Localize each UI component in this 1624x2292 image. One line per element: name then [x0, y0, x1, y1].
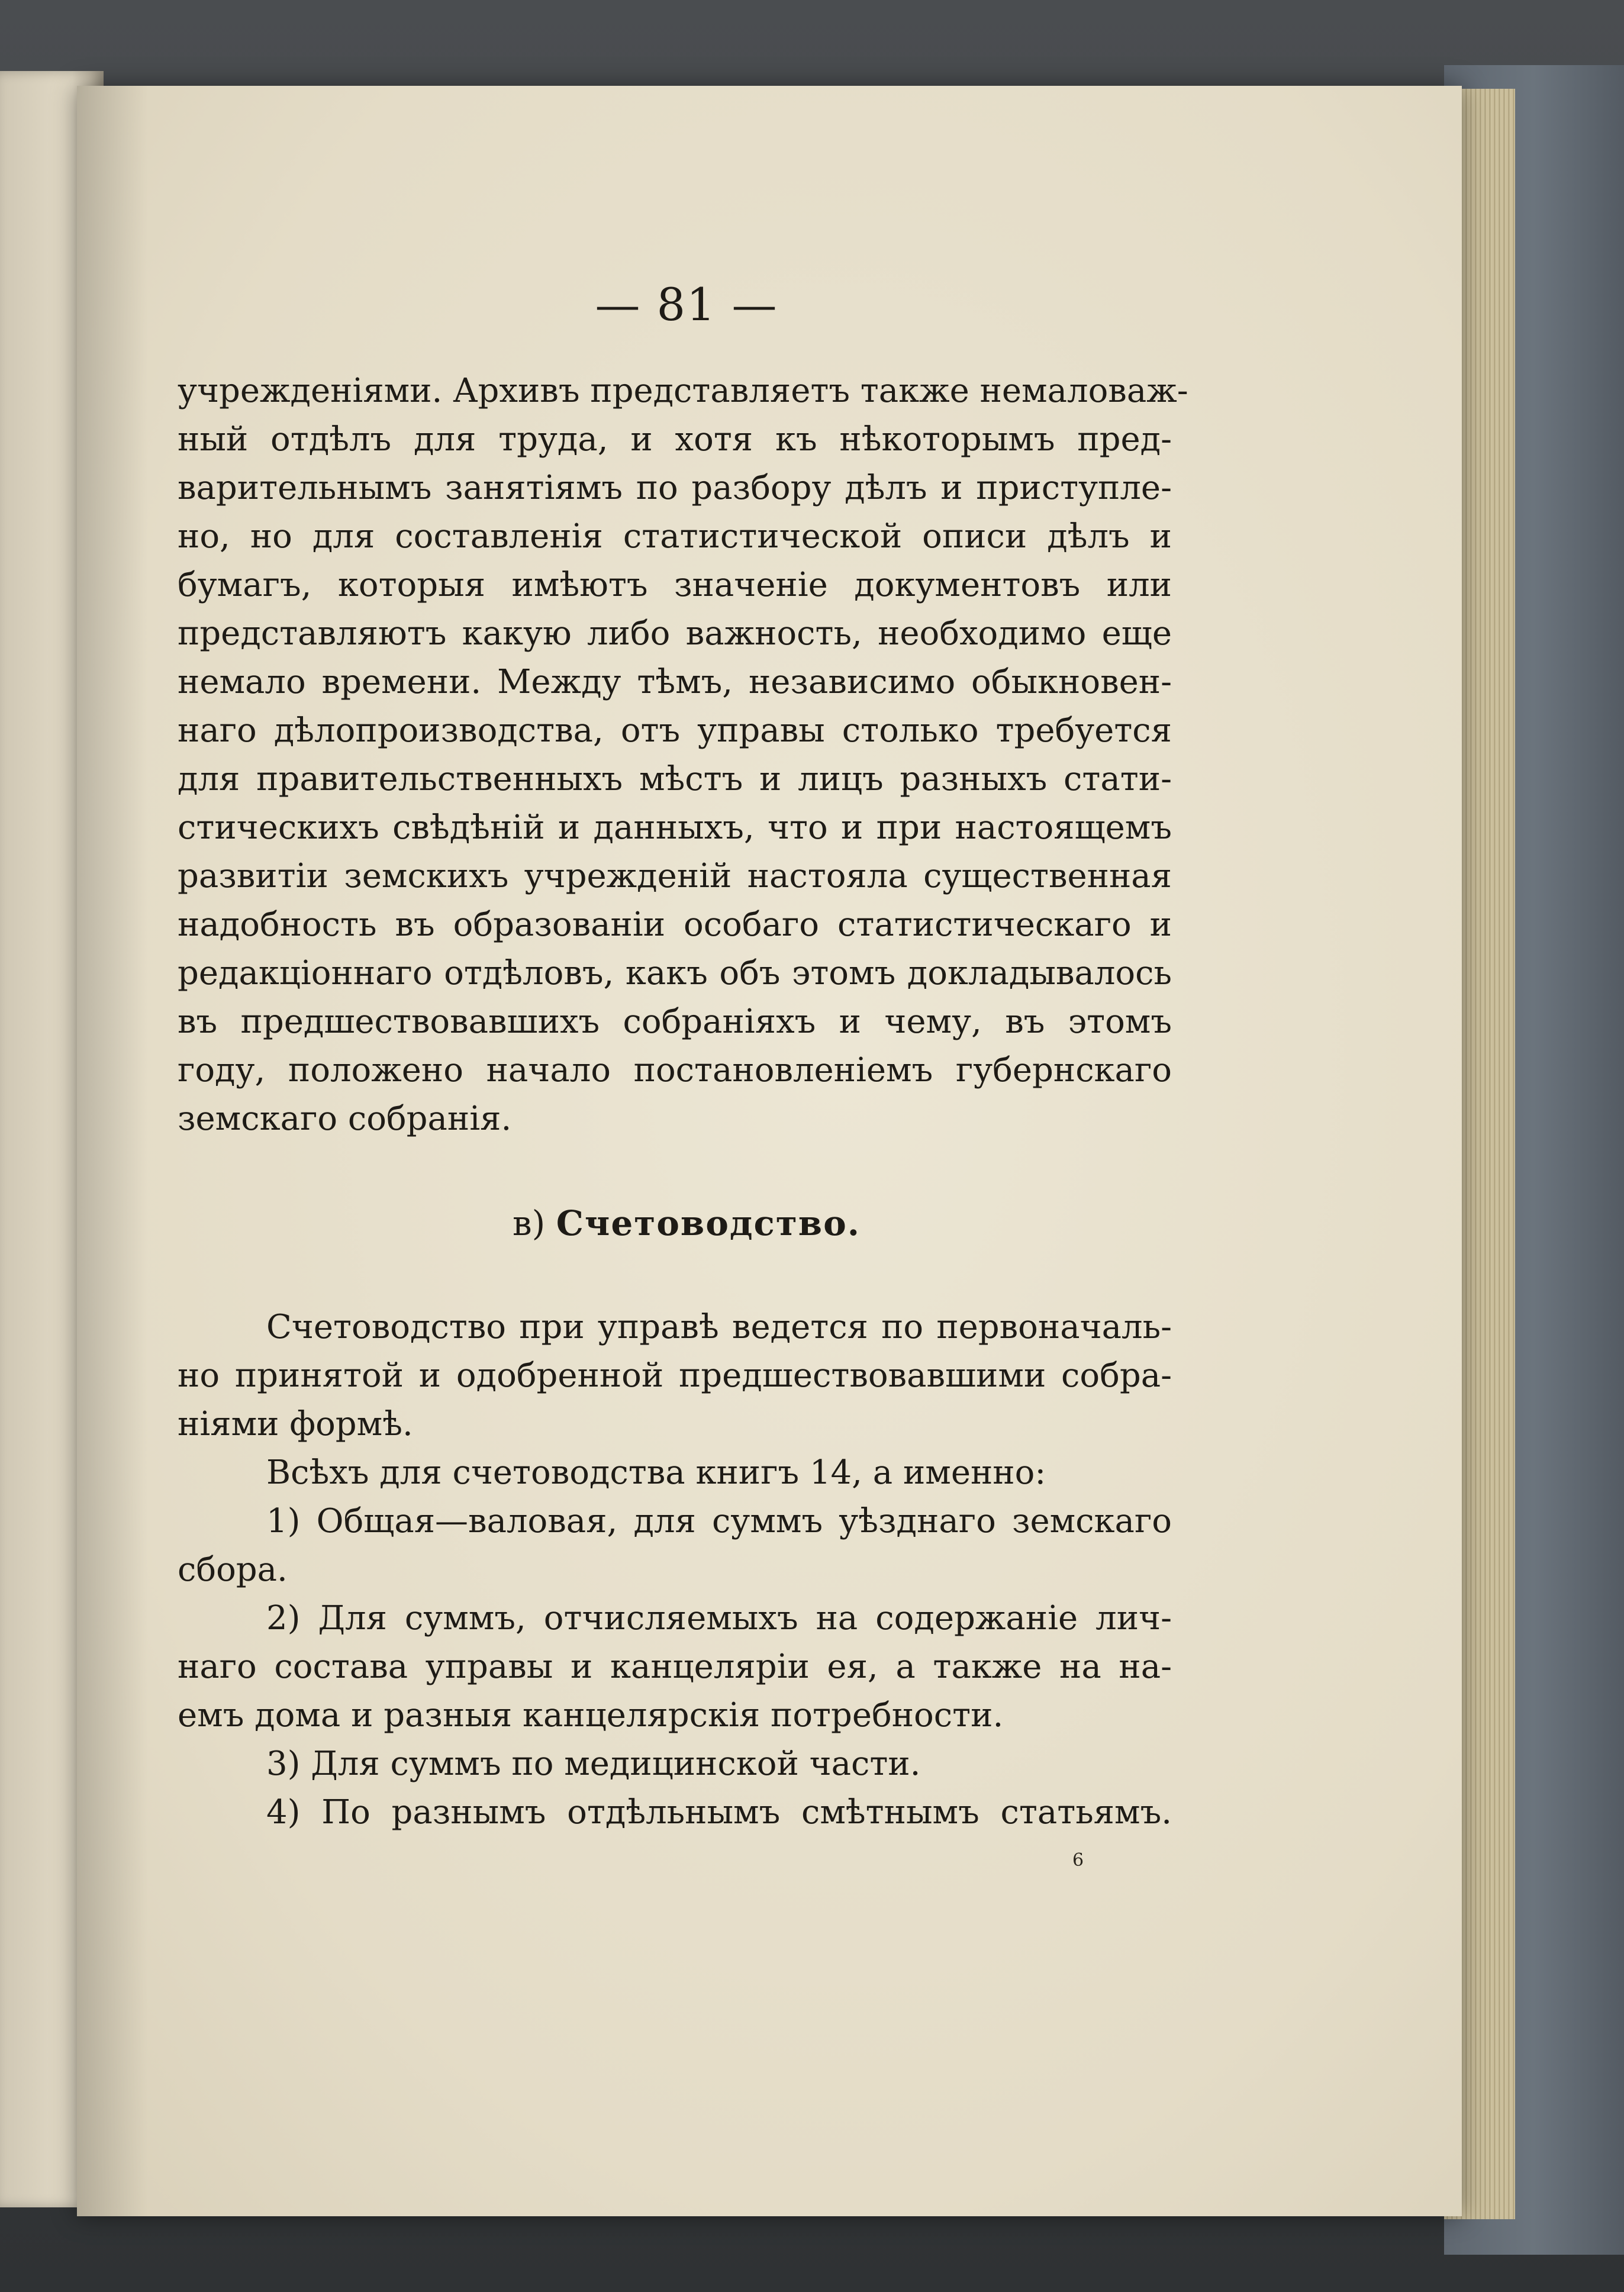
text-line: бумагъ, которыя имѣютъ значенiе документовъ или: [178, 566, 1172, 604]
text-line: представляютъ какую либо важность, необходимо еще: [178, 614, 1172, 653]
section-heading-number: в): [513, 1203, 546, 1243]
section-heading-title: Счетоводство.: [556, 1203, 861, 1243]
text-line: Всѣхъ для счетоводства книгъ 14, а именно:: [266, 1453, 1046, 1492]
text-line: земскаго собранiя.: [178, 1100, 512, 1138]
text-line: варительнымъ занятiямъ по разбору дѣлъ и приступле-: [178, 469, 1172, 507]
text-line: наго дѣлопроизводства, отъ управы столько требуется: [178, 711, 1172, 750]
text-line: сбора.: [178, 1550, 288, 1589]
signature-mark: 6: [1072, 1850, 1084, 1871]
text-line: редакцiоннаго отдѣловъ, какъ объ этомъ докладывалось: [178, 954, 1172, 992]
text-line: 2) Для суммъ, отчисляемыхъ на содержанiе лич-: [266, 1599, 1172, 1637]
text-line: Счетоводство при управѣ ведется по первоначаль-: [266, 1308, 1172, 1346]
text-line: емъ дома и разныя канцелярскiя потребности.: [178, 1696, 1004, 1735]
section-heading: [201, 1191, 1172, 1256]
page-number: — 81 —: [595, 278, 778, 331]
text-line: 3) Для суммъ по медицинской части.: [266, 1745, 921, 1783]
text-line: ный отдѣлъ для труда, и хотя къ нѣкоторымъ пред-: [178, 420, 1172, 459]
text-line: году, положено начало постановленiемъ губернскаго: [178, 1051, 1172, 1089]
text-line: наго состава управы и канцелярiи ея, а также на на-: [178, 1648, 1172, 1686]
text-line: для правительственныхъ мѣстъ и лицъ разныхъ стати-: [178, 760, 1172, 798]
text-line: но принятой и одобренной предшествовавшими собра-: [178, 1356, 1172, 1395]
text-line: 4) По разнымъ отдѣльнымъ смѣтнымъ статьямъ.: [266, 1793, 1172, 1832]
text-line: стическихъ свѣдѣнiй и данныхъ, что и при настоящемъ: [178, 808, 1172, 847]
text-line: развитiи земскихъ учрежденiй настояла существенная: [178, 857, 1172, 895]
text-line: учрежденiями. Архивъ представляетъ также немаловаж-: [178, 372, 1188, 410]
text-line: надобность въ образованiи особаго статистическаго и: [178, 905, 1172, 944]
text-line: нiями формѣ.: [178, 1405, 413, 1443]
text-line: въ предшествовавшихъ собранiяхъ и чему, въ этомъ: [178, 1002, 1172, 1041]
text-line: но, но для составленiя статистической описи дѣлъ и: [178, 517, 1172, 556]
text-line: 1) Общая—валовая, для суммъ уѣзднаго земскаго: [266, 1502, 1172, 1540]
gutter-shadow: [77, 86, 148, 2216]
text-line: немало времени. Между тѣмъ, независимо обыкновен-: [178, 663, 1172, 701]
page-text: [178, 278, 1188, 1837]
